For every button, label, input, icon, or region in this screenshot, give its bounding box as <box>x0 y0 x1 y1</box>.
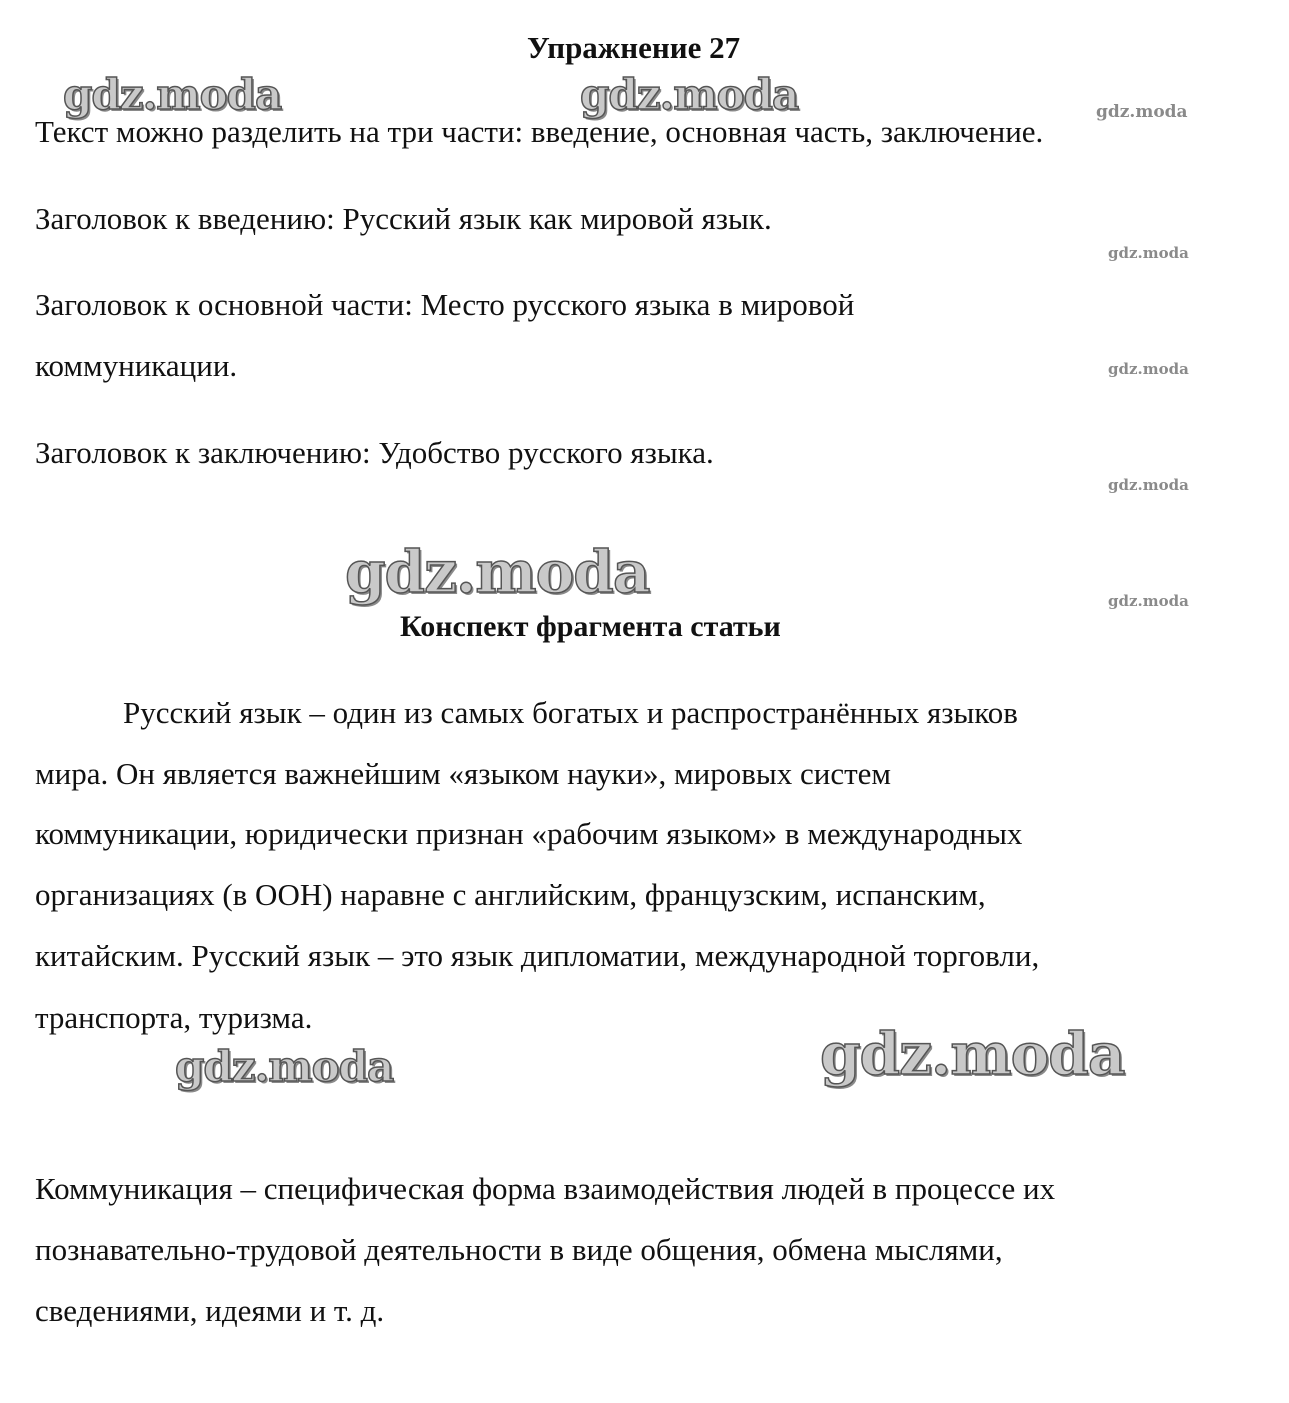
watermark-logo: gdz.moda <box>345 538 650 606</box>
watermark-small: gdz.moda <box>1108 360 1189 378</box>
watermark-logo: gdz.moda <box>820 1020 1125 1088</box>
watermark-logo: gdz.moda <box>63 70 282 119</box>
main-heading-line-2: коммуникации. <box>35 348 238 383</box>
exercise-title: Упражнение 27 <box>527 30 741 65</box>
watermark-small: gdz.moda <box>1108 476 1189 494</box>
conclusion-heading-line: Заголовок к заключению: Удобство русского языка. <box>35 435 714 470</box>
paragraph2-line: Коммуникация – специфическая форма взаимодействия людей в процессе их <box>35 1171 1056 1206</box>
summary-title: Конспект фрагмента статьи <box>400 610 781 643</box>
watermark-small: gdz.moda <box>1108 592 1189 610</box>
paragraph2-line: познавательно-трудовой деятельности в виде общения, обмена мыслями, <box>35 1232 1003 1267</box>
paragraph1-line: мира. Он является важнейшим «языком науки», мировых систем <box>35 756 892 791</box>
watermark-logo: gdz.moda <box>580 70 799 119</box>
paragraph2-line: сведениями, идеями и т. д. <box>35 1293 385 1328</box>
paragraph1-line: Русский язык – один из самых богатых и распространённых языков <box>123 695 1018 730</box>
paragraph1-line: коммуникации, юридически признан «рабочим языком» в международных <box>35 816 1023 851</box>
paragraph1-line: транспорта, туризма. <box>35 1000 313 1035</box>
watermark-small: gdz.moda <box>1096 102 1188 122</box>
intro-heading-line: Заголовок к введению: Русский язык как мировой язык. <box>35 201 772 236</box>
paragraph1-line: китайским. Русский язык – это язык дипломатии, международной торговли, <box>35 938 1040 973</box>
main-heading-line-1: Заголовок к основной части: Место русского языка в мировой <box>35 287 855 322</box>
parts-line: Текст можно разделить на три части: введение, основная часть, заключение. <box>35 114 1044 149</box>
watermark-logo: gdz.moda <box>175 1042 394 1091</box>
watermark-small: gdz.moda <box>1108 244 1189 262</box>
paragraph1-line: организациях (в ООН) наравне с английским, французским, испанским, <box>35 877 986 912</box>
